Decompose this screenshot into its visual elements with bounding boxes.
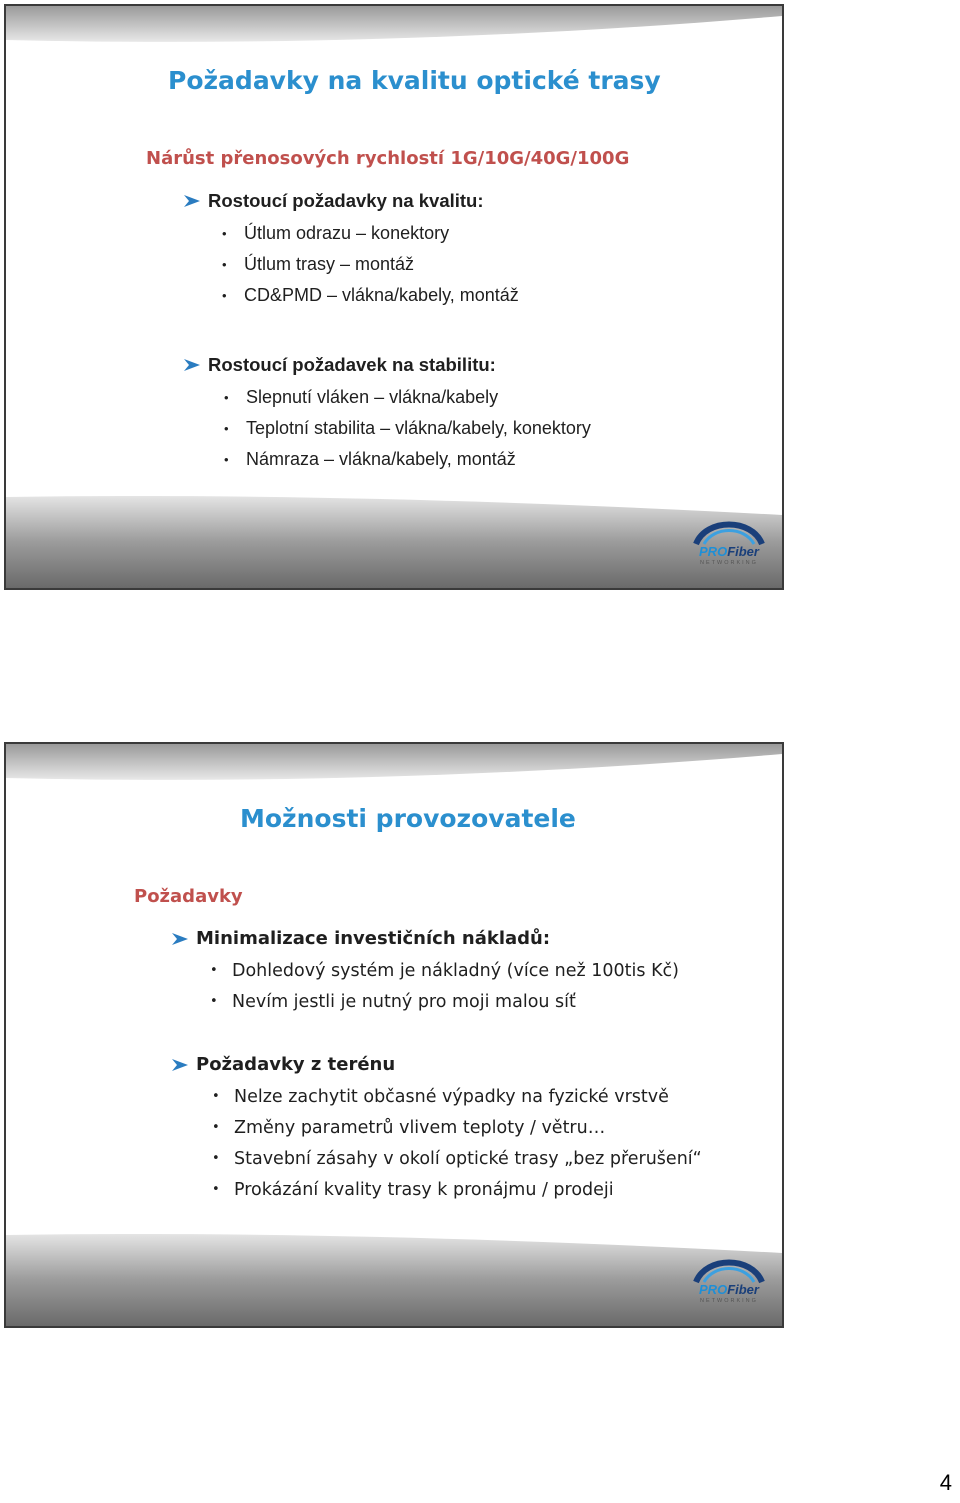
- slide-title: Požadavky na kvalitu optické trasy: [168, 66, 661, 95]
- list-item: [212, 1143, 702, 1174]
- list-item-text: Slepnutí vláken – vlákna/kabely: [246, 387, 499, 407]
- arrow-bullet-icon: [170, 932, 192, 946]
- cost-minimization-group: [170, 928, 679, 1017]
- list-item-text: Útlum odrazu – konektory: [244, 223, 450, 243]
- list-item-text: Námraza – vlákna/kabely, montáž: [246, 449, 516, 469]
- logo-wordmark: [690, 544, 768, 559]
- list-item: [210, 955, 679, 986]
- list-item: [222, 218, 519, 249]
- profiber-logo: [690, 512, 768, 578]
- list-item-text: Útlum trasy – montáž: [244, 254, 415, 274]
- list-item-text: Stavební zásahy v okolí optické trasy „bez přerušení“: [234, 1148, 702, 1169]
- list-item-text: Dohledový systém je nákladný (více než 100tis Kč): [232, 960, 680, 981]
- footer-band: [6, 1230, 782, 1326]
- requirements-quality-group: [182, 190, 519, 311]
- footer-band: [6, 492, 782, 588]
- group-heading-text: Minimalizace investičních nákladů:: [196, 928, 551, 949]
- bullet-icon: •: [212, 1151, 220, 1166]
- logo-pro: PRO: [699, 1282, 728, 1297]
- arrow-bullet-icon: [170, 1058, 192, 1072]
- bullet-icon: •: [210, 994, 218, 1009]
- bullet-icon: •: [222, 226, 227, 241]
- list-item-text: Změny parametrů vlivem teploty / větru…: [234, 1117, 606, 1138]
- bullet-icon: •: [224, 421, 229, 436]
- list-item: [222, 280, 519, 311]
- slide-1: [4, 4, 784, 590]
- list-item: [212, 1174, 702, 1205]
- list-item: [212, 1081, 702, 1112]
- bullet-icon: •: [212, 1120, 220, 1135]
- group-heading-text: Požadavky z terénu: [196, 1054, 396, 1075]
- list-item-text: Nevím jestli je nutný pro moji malou síť: [232, 991, 576, 1012]
- list-item: [224, 382, 591, 413]
- arrow-bullet-icon: [182, 194, 204, 208]
- bullet-icon: •: [212, 1089, 220, 1104]
- requirements-stability-group: [182, 354, 591, 475]
- arrow-bullet-icon: [182, 358, 204, 372]
- slide-subtitle: Požadavky: [134, 886, 243, 907]
- group-heading: [182, 190, 519, 212]
- list-item: [224, 413, 591, 444]
- page-number: 4: [939, 1470, 952, 1495]
- logo-tagline: NETWORKING: [700, 560, 758, 566]
- bullet-icon: •: [224, 390, 229, 405]
- field-requirements-group: [170, 1054, 702, 1205]
- bullet-icon: •: [224, 452, 229, 467]
- list-item: [210, 986, 679, 1017]
- bullet-icon: •: [212, 1182, 220, 1197]
- list-item-text: CD&PMD – vlákna/kabely, montáž: [244, 285, 519, 305]
- list-item: [212, 1112, 702, 1143]
- group-heading: [182, 354, 591, 376]
- list-item-text: Nelze zachytit občasné výpadky na fyzické vrstvě: [234, 1086, 669, 1107]
- logo-fiber: Fiber: [727, 1282, 759, 1297]
- group-heading: [170, 1054, 702, 1075]
- bullet-icon: •: [222, 288, 227, 303]
- slide-2: [4, 742, 784, 1328]
- header-swoosh: [6, 744, 782, 794]
- logo-tagline: NETWORKING: [700, 1298, 758, 1304]
- bullet-icon: •: [222, 257, 227, 272]
- logo-arch-icon: [690, 512, 768, 546]
- group-heading-text: Rostoucí požadavek na stabilitu:: [208, 354, 496, 375]
- slide-title: Možnosti provozovatele: [240, 804, 576, 833]
- logo-wordmark: [690, 1282, 768, 1297]
- logo-arch-icon: [690, 1250, 768, 1284]
- group-heading-text: Rostoucí požadavky na kvalitu:: [208, 190, 484, 211]
- list-item: [222, 249, 519, 280]
- slide-subtitle: Nárůst přenosových rychlostí 1G/10G/40G/100G: [146, 148, 630, 169]
- list-item-text: Teplotní stabilita – vlákna/kabely, konektory: [246, 418, 591, 438]
- group-heading: [170, 928, 679, 949]
- list-item: [224, 444, 591, 475]
- header-swoosh: [6, 6, 782, 56]
- profiber-logo: [690, 1250, 768, 1316]
- bullet-icon: •: [210, 963, 218, 978]
- logo-fiber: Fiber: [727, 544, 759, 559]
- list-item-text: Prokázání kvality trasy k pronájmu / prodeji: [234, 1179, 614, 1200]
- logo-pro: PRO: [699, 544, 728, 559]
